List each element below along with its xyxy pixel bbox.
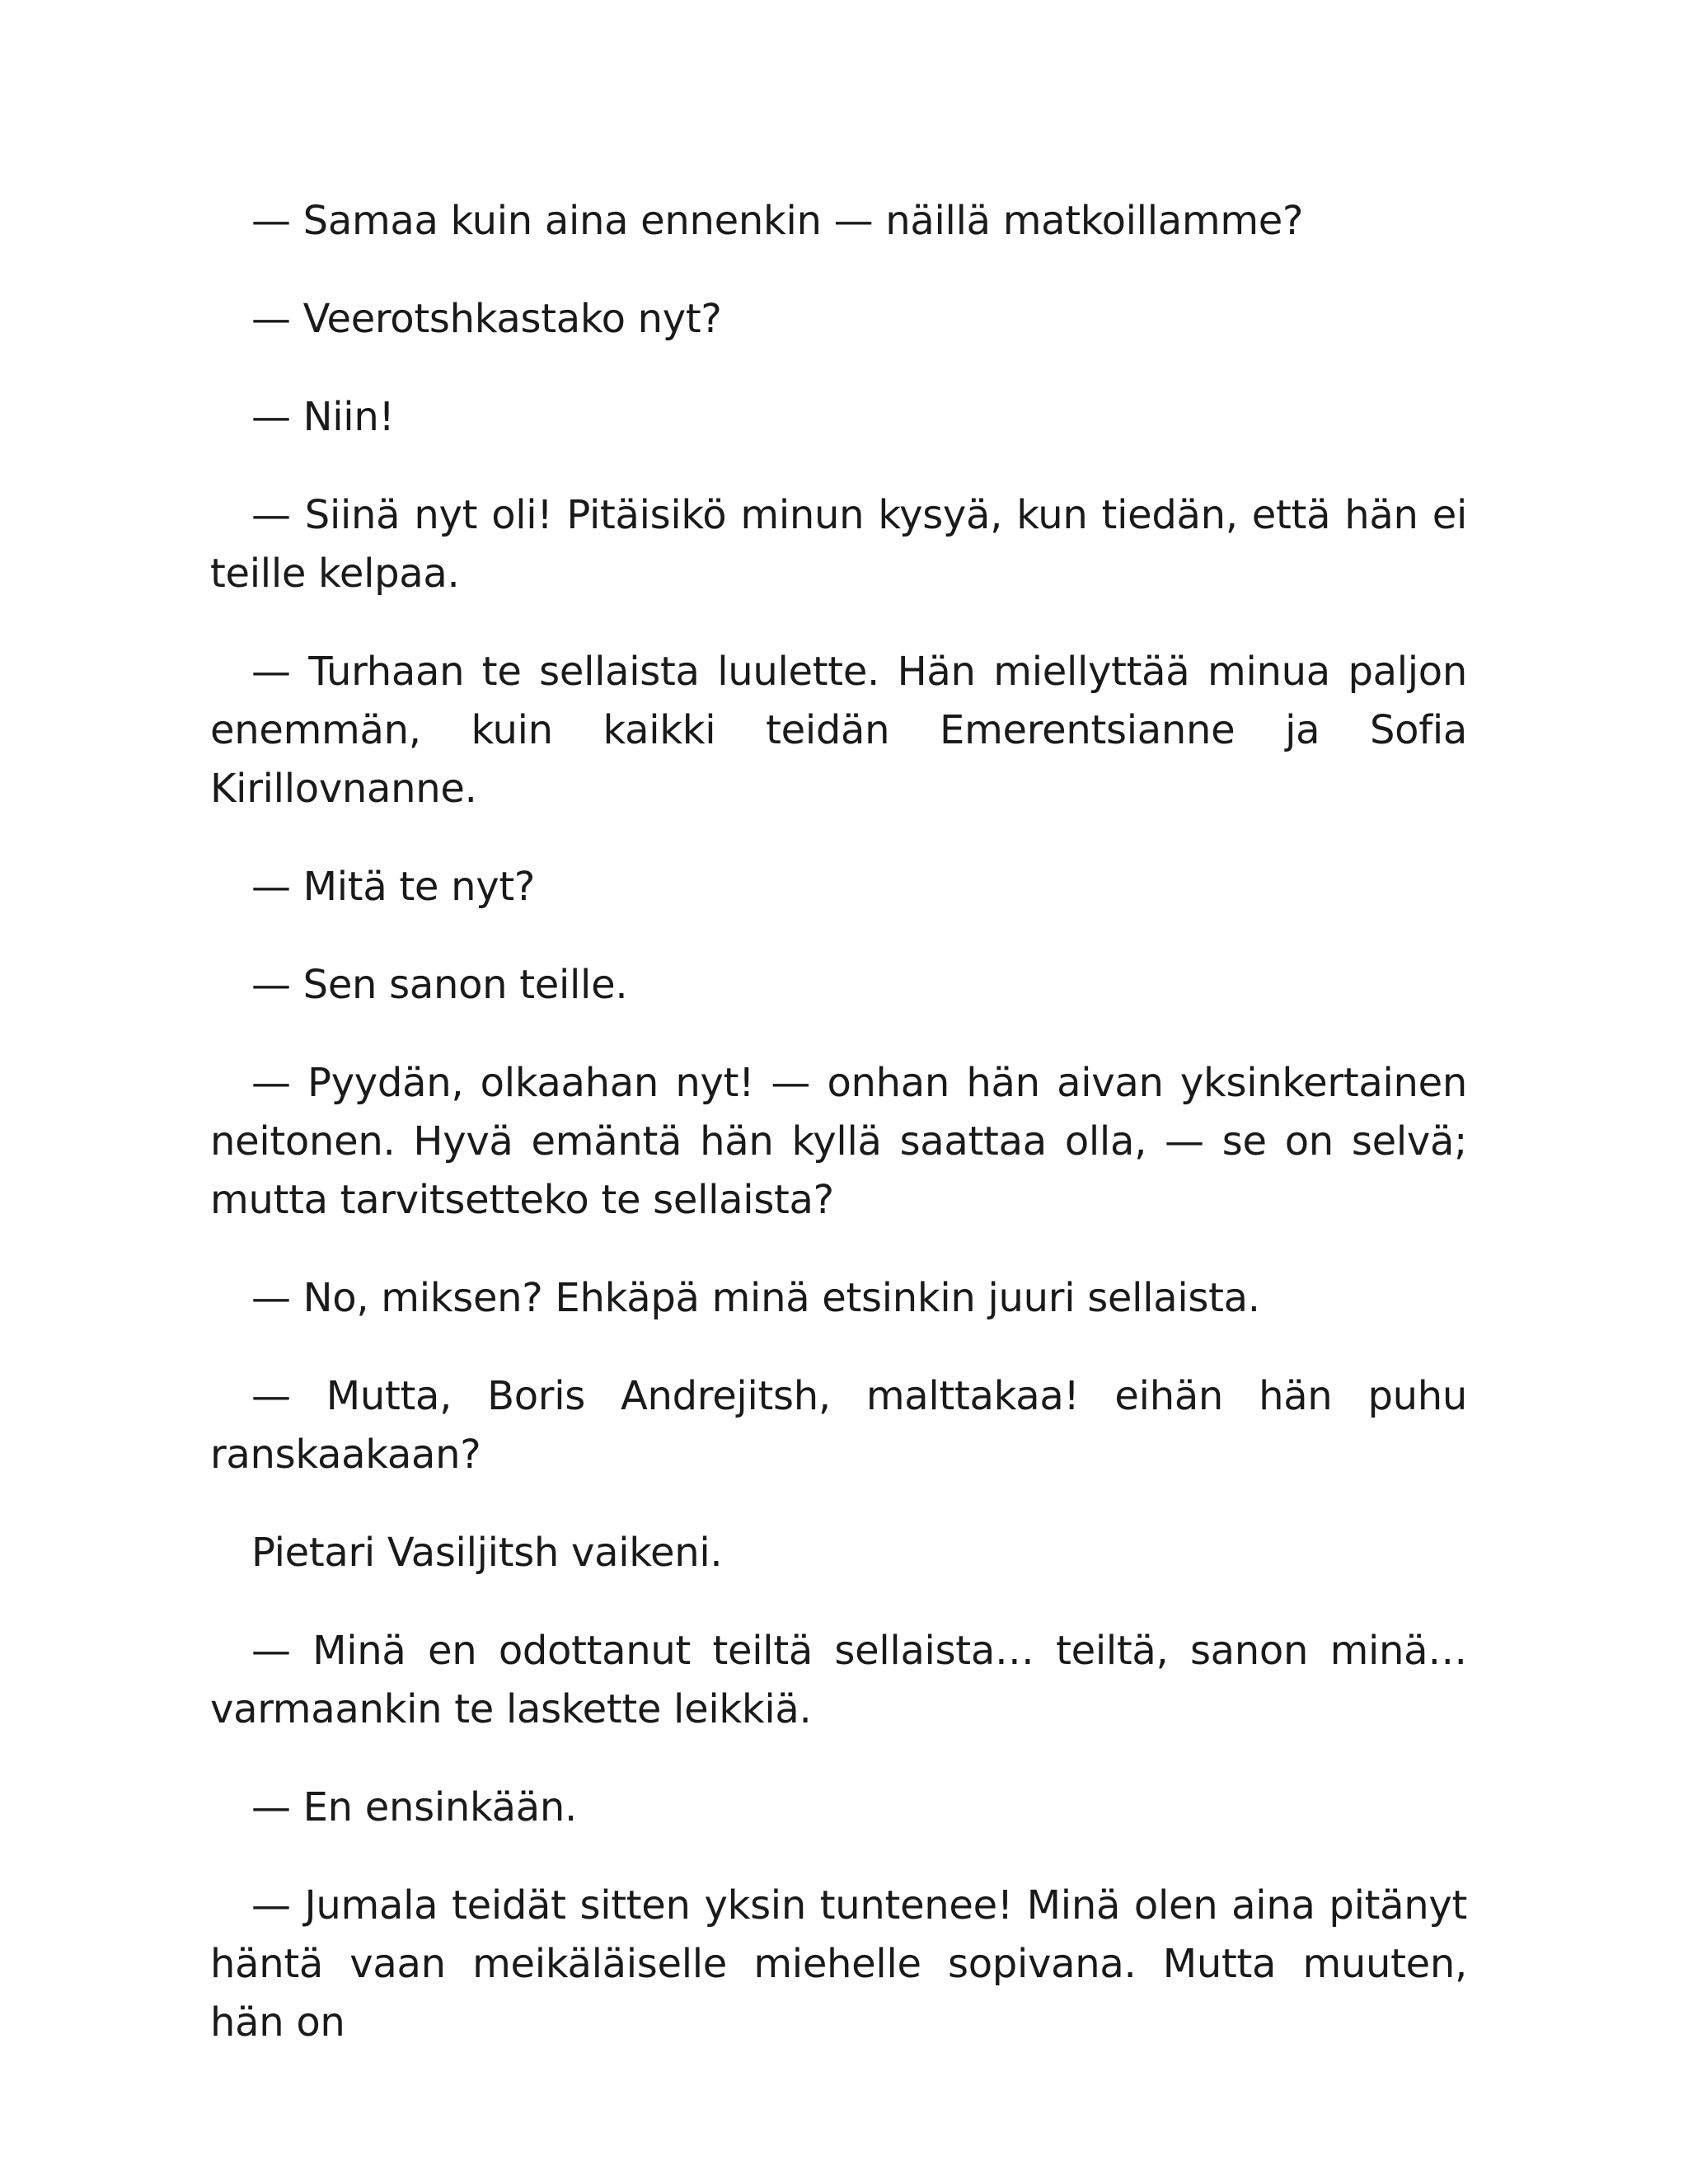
paragraph: Pietari Vasiljitsh vaikeni. (251, 1530, 723, 1576)
paragraph: — Pyydän, olkaahan nyt! — onhan hän aivan yksinkertainen neitonen. Hyvä emäntä hän kyllä saattaa olla, — se on selvä; mutta tarvitsetteko te sellaista? (210, 1060, 1467, 1223)
paragraph: — No, miksen? Ehkäpä minä etsinkin juuri sellaista. (251, 1275, 1260, 1321)
paragraph: — Minä en odottanut teiltä sellaista… teiltä, sanon minä… varmaankin te laskette leikkiä. (210, 1628, 1467, 1732)
paragraph: — En ensinkään. (251, 1784, 577, 1830)
paragraph: — Mitä te nyt? (251, 864, 536, 910)
paragraph: — Veerotshkastako nyt? (251, 296, 722, 342)
paragraph: — Sen sanon teille. (251, 962, 628, 1008)
paragraph: — Mutta, Boris Andrejitsh, malttakaa! eihän hän puhu ranskaakaan? (210, 1373, 1467, 1478)
paragraph: — Jumala teidät sitten yksin tuntenee! Minä olen aina pitänyt häntä vaan meikäläiselle miehelle sopivana. Mutta muuten, hän on (210, 1882, 1467, 2046)
paragraph: — Niin! (251, 394, 395, 440)
paragraph: — Turhaan te sellaista luulette. Hän miellyttää minua paljon enemmän, kuin kaikki teidän Emerentsianne ja Sofia Kirillovnanne. (210, 649, 1467, 812)
document-body (210, 192, 1467, 2092)
paragraph: — Siinä nyt oli! Pitäisikö minun kysyä, kun tiedän, että hän ei teille kelpaa. (210, 492, 1467, 597)
paragraph: — Samaa kuin aina ennenkin — näillä matkoillamme? (251, 198, 1304, 244)
